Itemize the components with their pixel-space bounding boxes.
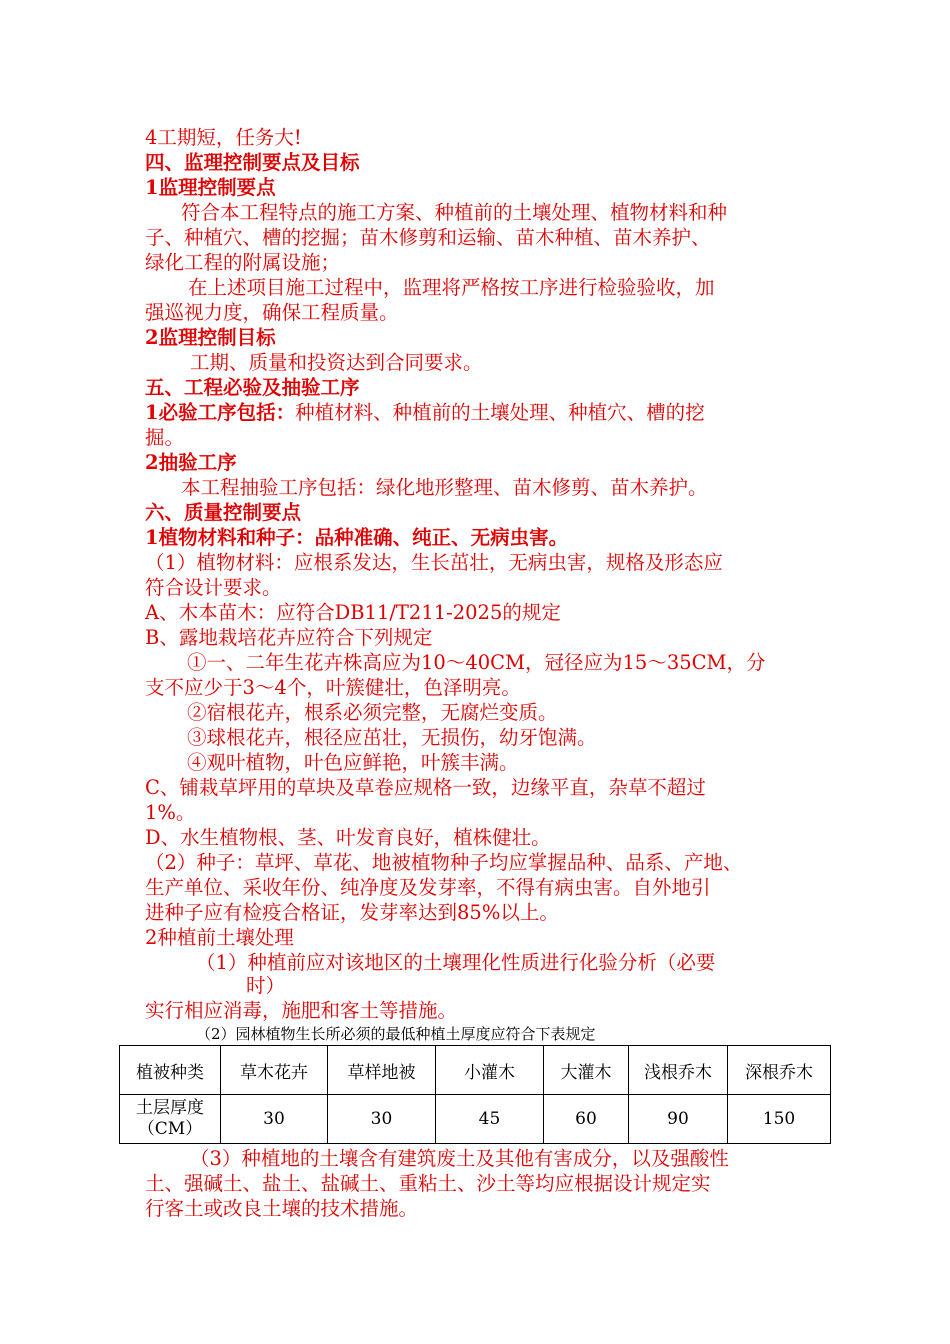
heading-plant-materials: 1植物材料和种子：品种准确、纯正、无病虫害。 (145, 526, 569, 549)
paragraph-line: （1）植物材料：应根系发达，生长茁壮，无病虫害，规格及形态应 (145, 551, 723, 574)
row-label-line2: （CM） (137, 1119, 203, 1139)
required-procedures-line (145, 400, 705, 425)
list-subitem-4: ④观叶植物，叶色应鲜艳，叶簇丰满。 (187, 751, 519, 774)
soil-thickness-table (119, 1045, 831, 1144)
table-header-cell: 浅根乔木 (629, 1046, 728, 1095)
paragraph-line: （1）种植前应对该地区的土壤理化性质进行化验分析（必要 (196, 951, 716, 974)
table-row (120, 1095, 831, 1144)
paragraph-line: 支不应少于3～4个，叶簇健壮，色泽明亮。 (145, 676, 521, 699)
table-header-cell: 草木花卉 (221, 1046, 328, 1095)
item-short-schedule: 4工期短，任务大! (145, 126, 302, 149)
paragraph-line: 工期、质量和投资达到合同要求。 (190, 351, 483, 374)
heading-control-points: 1监理控制要点 (145, 176, 276, 199)
heading-section-5: 五、工程必验及抽验工序 (145, 376, 360, 399)
heading-section-6: 六、质量控制要点 (145, 501, 302, 524)
heading-soil-treatment: 2种植前土壤处理 (145, 926, 294, 949)
table-cell: 90 (629, 1095, 728, 1144)
paragraph-line: （2）种子：草坪、草花、地被植物种子均应掌握品种、品系、产地、 (145, 851, 743, 874)
table-cell: 150 (728, 1095, 831, 1144)
table-header-cell: 小灌木 (436, 1046, 544, 1095)
required-procedures-label: 1必验工序包括： (145, 401, 296, 424)
paragraph-line: 符合本工程特点的施工方案、种植前的土壤处理、植物材料和种 (181, 201, 728, 224)
table-cell: 30 (221, 1095, 328, 1144)
table-cell: 30 (328, 1095, 436, 1144)
list-item-d: D、水生植物根、茎、叶发育良好，植株健壮。 (145, 826, 551, 849)
row-label-line1: 土层厚度 (136, 1098, 204, 1118)
heading-sampling-procedures: 2抽验工序 (145, 451, 237, 474)
paragraph-line: 绿化工程的附属设施； (145, 251, 341, 274)
table-caption: （2）园林植物生长所必须的最低种植土厚度应符合下表规定 (196, 1025, 596, 1043)
paragraph-line: 掘。 (145, 426, 185, 449)
heading-control-goals: 2监理控制目标 (145, 326, 276, 349)
table-header-cell: 植被种类 (120, 1046, 221, 1095)
paragraph-line: 强巡视力度，确保工程质量。 (145, 301, 399, 324)
required-procedures-text: 种植材料、种植前的土壤处理、种植穴、槽的挖 (295, 401, 705, 424)
paragraph-line: （3）种植地的土壤含有建筑废土及其他有害成分，以及强酸性 (190, 1147, 729, 1170)
list-item-b: B、露地栽培花卉应符合下列规定 (145, 626, 433, 649)
list-subitem-3: ③球根花卉，根径应茁壮，无损伤，幼牙饱满。 (187, 726, 597, 749)
list-subitem-1: ①一、二年生花卉株高应为10～40CM，冠径应为15～35CM，分 (187, 651, 766, 674)
paragraph-line: 子、种植穴、槽的挖掘；苗木修剪和运输、苗木种植、苗木养护、 (145, 226, 711, 249)
paragraph-line: 生产单位、采收年份、纯净度及发芽率，不得有病虫害。自外地引 (145, 876, 711, 899)
paragraph-line: 时） (246, 974, 286, 997)
list-subitem-2: ②宿根花卉，根系必须完整，无腐烂变质。 (187, 701, 558, 724)
table-header-cell: 大灌木 (544, 1046, 629, 1095)
list-item-a: A、木本苗木：应符合DB11/T211-2025的规定 (145, 601, 561, 624)
heading-section-4: 四、监理控制要点及目标 (145, 151, 360, 174)
table-cell: 60 (544, 1095, 629, 1144)
paragraph-line: 土、强碱土、盐土、盐碱土、重粘土、沙土等均应根据设计规定实 (145, 1172, 711, 1195)
paragraph-line: 符合设计要求。 (145, 576, 282, 599)
table-row-label (120, 1095, 221, 1144)
paragraph-line: 进种子应有检疫合格证，发芽率达到85%以上。 (145, 901, 559, 924)
paragraph-line: 实行相应消毒，施肥和客土等措施。 (145, 999, 458, 1022)
table-header-cell: 草样地被 (328, 1046, 436, 1095)
table-cell: 45 (436, 1095, 544, 1144)
paragraph-line: 本工程抽验工序包括：绿化地形整理、苗木修剪、苗木养护。 (181, 476, 708, 499)
table-header-row (120, 1046, 831, 1095)
list-item-c: C、铺栽草坪用的草块及草卷应规格一致，边缘平直，杂草不超过 (145, 776, 706, 799)
table-header-cell: 深根乔木 (728, 1046, 831, 1095)
paragraph-line: 行客土或改良土壤的技术措施。 (145, 1197, 419, 1220)
paragraph-line: 在上述项目施工过程中，监理将严格按工序进行检验验收，加 (188, 276, 715, 299)
paragraph-line: 1%。 (145, 801, 196, 824)
